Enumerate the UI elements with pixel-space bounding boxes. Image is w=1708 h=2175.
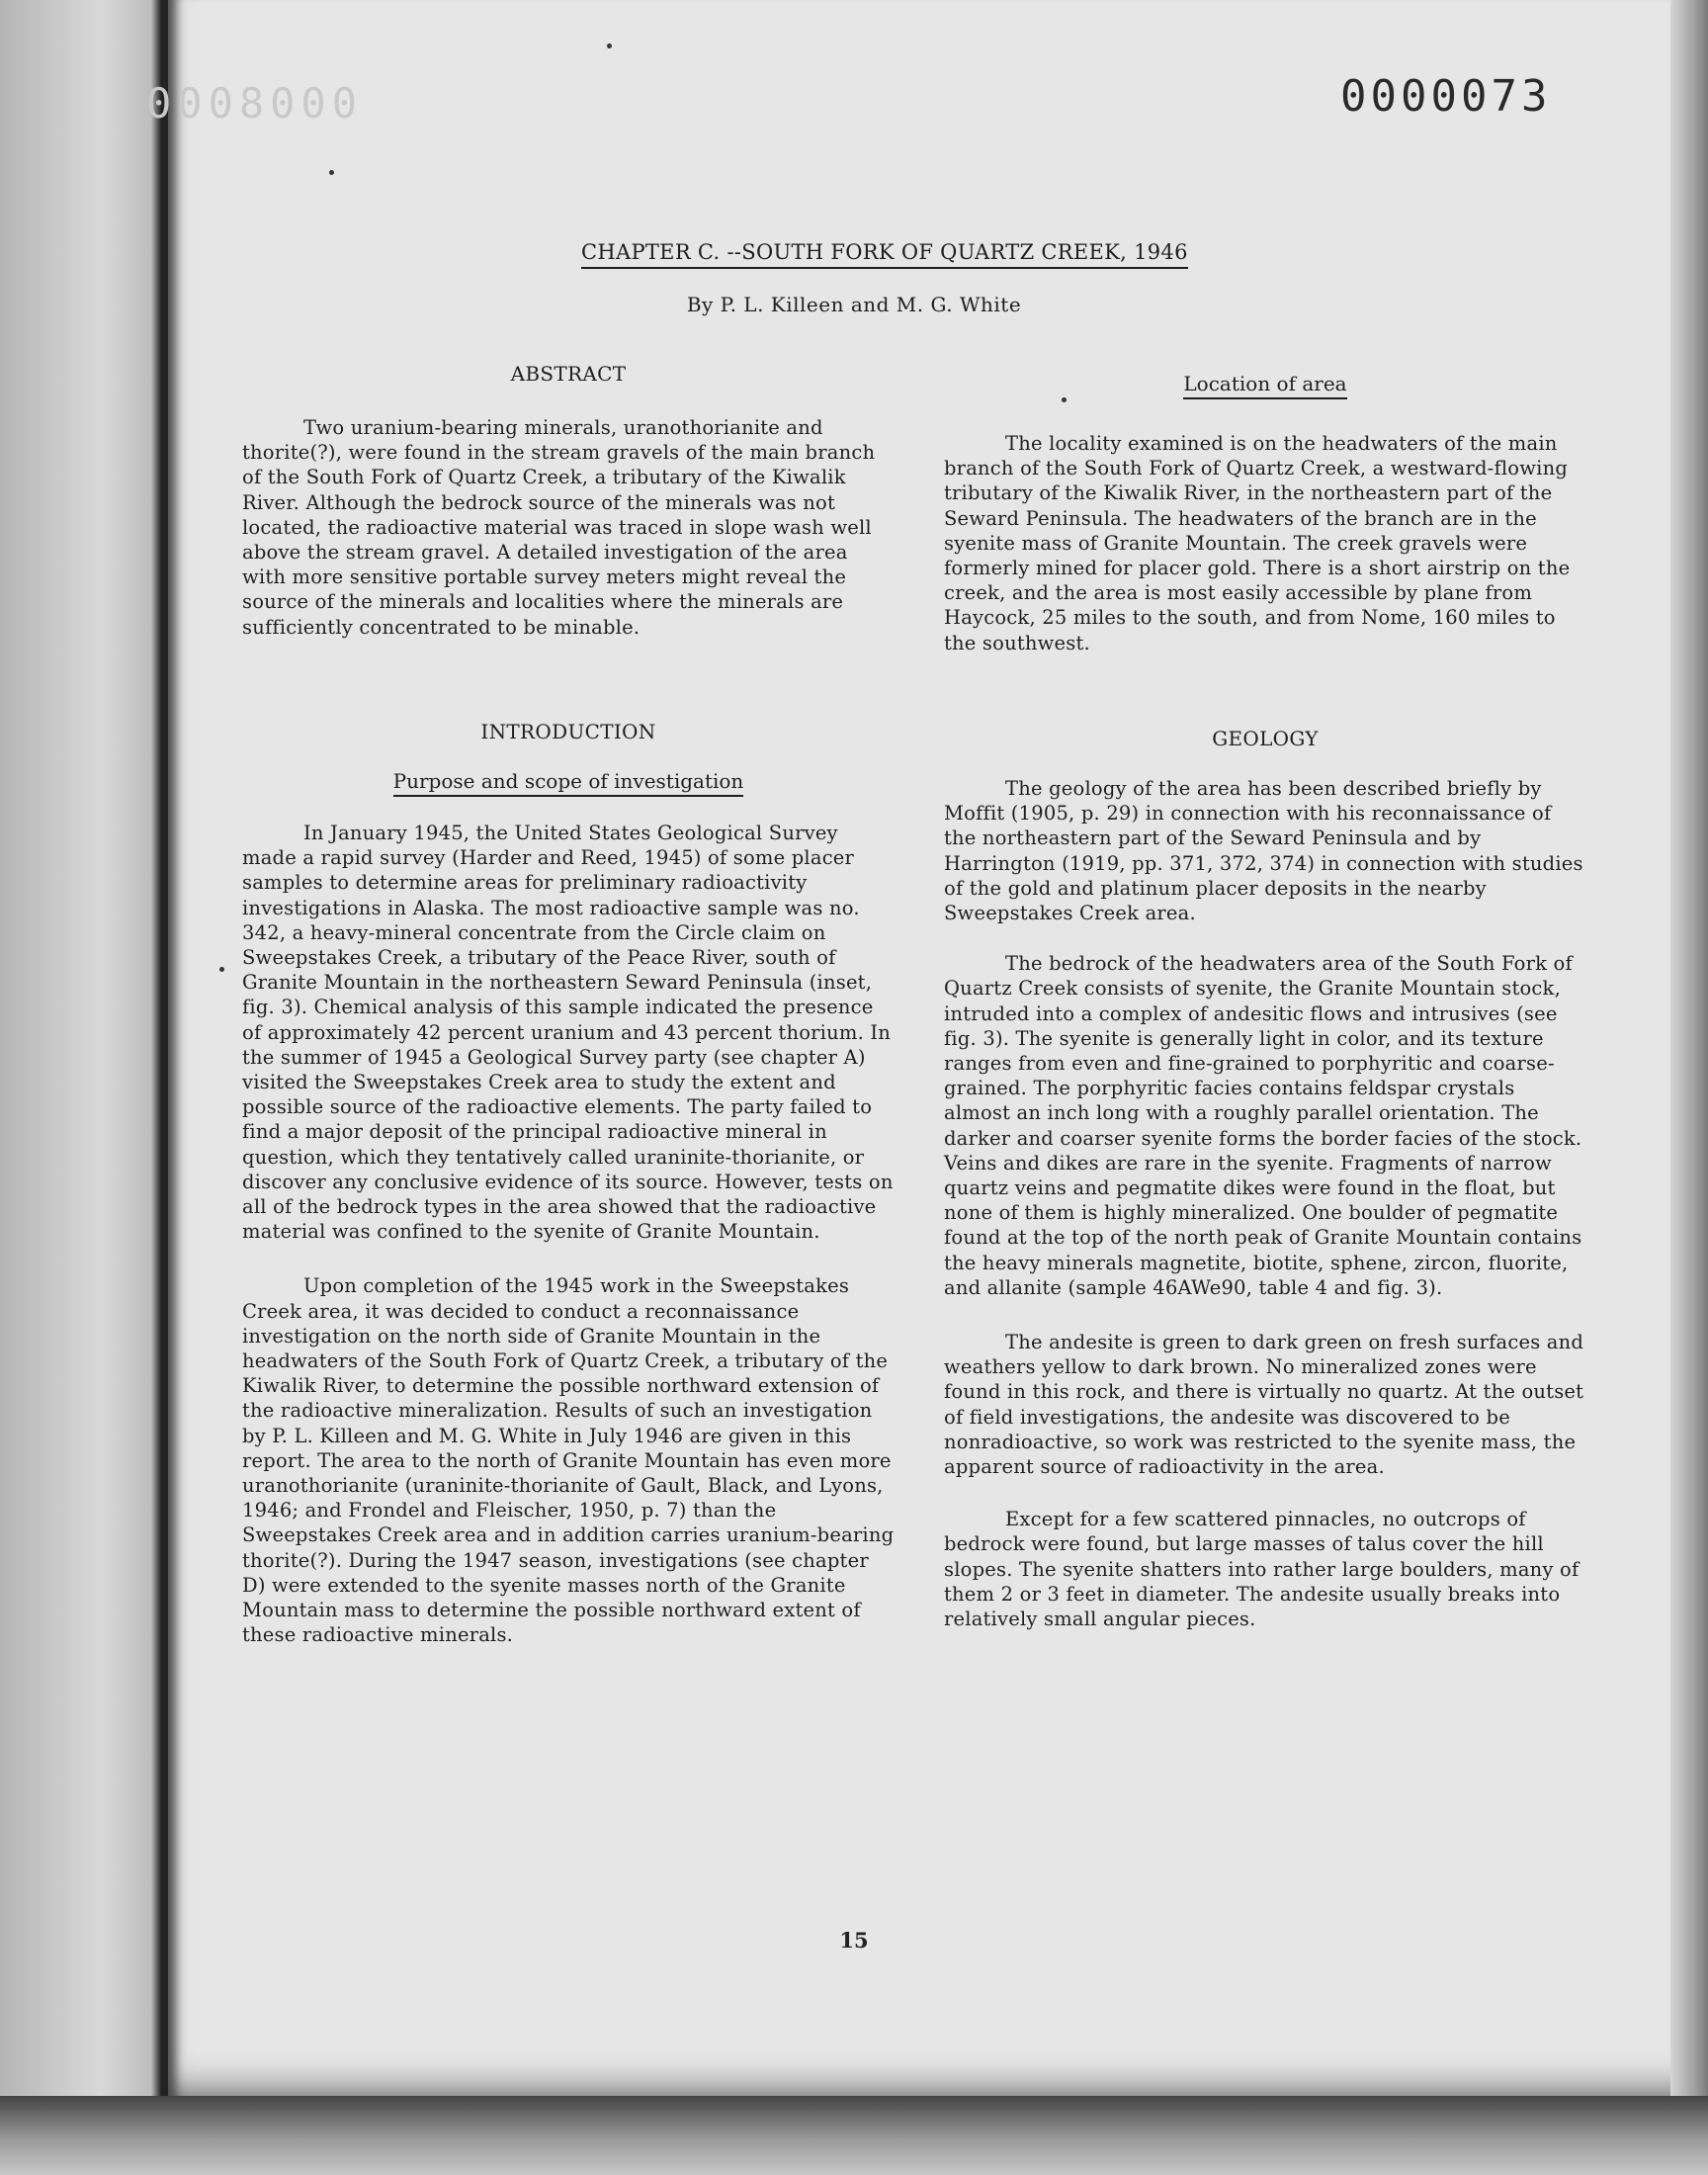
faint-show-through-number: 0008000 bbox=[146, 79, 364, 128]
page-number: 15 bbox=[839, 1928, 869, 1953]
document-number: 0000073 bbox=[1340, 71, 1552, 122]
speck bbox=[329, 170, 334, 175]
geology-paragraph-4: Except for a few scattered pinnacles, no outcrops of bedrock were found, but large masses of talus cover the hill slopes. The syenite shatters into rather large boulders, many of them 2 or 3 feet in diameter. The andesite usually breaks into relatively small angular pieces. bbox=[944, 1508, 1580, 1631]
location-subheading-text: Location of area bbox=[1183, 372, 1346, 399]
chapter-title: CHAPTER C. --SOUTH FORK OF QUARTZ CREEK, 1946 bbox=[581, 240, 1188, 269]
geology-section bbox=[944, 727, 1586, 1631]
page-right-edge bbox=[1670, 0, 1708, 2175]
speck bbox=[219, 967, 224, 972]
authors-line: By P. L. Killeen and M. G. White bbox=[686, 293, 1022, 316]
left-column bbox=[242, 362, 895, 640]
purpose-scope-subheading bbox=[242, 769, 895, 793]
location-section bbox=[944, 372, 1586, 655]
introduction-paragraph-1: In January 1945, the United States Geological Survey made a rapid survey (Harder and Reed, 1945) of some placer samples to determine areas for preliminary radioactivity investigations in Alaska. The most radioactive sample was no. 342, a heavy-mineral concentrate from the Circle claim on Sweepstakes Creek, a tributary of the Peace River, south of Granite Mountain in the northeastern Seward Peninsula (inset, fig. 3). Chemical analysis of this sample indicated the presence of approximately 42 percent uranium and 43 percent thorium. In the summer of 1945 a Geological Survey party (see chapter A) visited the Sweepstakes Creek area to study the extent and possible source of the radioactive elements. The party failed to find a major deposit of the principal radioactive mineral in question, which they tentatively called uraninite-thorianite, or discover any conclusive evidence of its source. However, tests on all of the bedrock types in the area showed that the radioactive material was confined to the syenite of Granite Mountain. bbox=[242, 822, 894, 1244]
introduction-section bbox=[242, 720, 895, 1648]
abstract-text: Two uranium-bearing minerals, uranothorianite and thorite(?), were found in the stream gravels of the main branch of the South Fork of Quartz Creek, a tributary of the Kiwalik River. Although the bedrock source of the minerals was not located, the radioactive material was traced in slope wash well above the stream gravel. A detailed investigation of the area with more sensitive portable survey meters might reveal the source of the minerals and localities where the minerals are sufficiently concentrated to be minable. bbox=[242, 416, 876, 639]
location-text: The locality examined is on the headwaters of the main branch of the South Fork of Quartz Creek, a westward-flowing tributary of the Kiwalik River, in the northeastern part of the Seward Peninsula. The headwaters of the branch are in the syenite mass of Granite Mountain. The creek gravels were formerly mined for placer gold. There is a short airstrip on the creek, and the area is most easily accessible by plane from Haycock, 25 miles to the south, and from Nome, 160 miles to the southwest. bbox=[944, 432, 1571, 654]
introduction-paragraph-2: Upon completion of the 1945 work in the Sweepstakes Creek area, it was decided to conduct a reconnaissance investigation on the north side of Granite Mountain in the headwaters of the South Fork of Quartz Creek, a tributary of the Kiwalik River, to determine the possible northward extension of the radioactive mineralization. Results of such an investigation by P. L. Killeen and M. G. White in July 1946 are given in this report. The area to the north of Granite Mountain has even more uranothorianite (uraninite-thorianite of Gault, Black, and Lyons, 1946; and Frondel and Fleischer, 1950, p. 7) than the Sweepstakes Creek area and in addition carries uranium-bearing thorite(?). During the 1947 season, investigations (see chapter D) were extended to the syenite masses north of the Granite Mountain mass to determine the possible northward extent of these radioactive minerals. bbox=[242, 1274, 895, 1647]
page-bottom-shadow bbox=[0, 2096, 1708, 2175]
geology-paragraph-1: The geology of the area has been described briefly by Moffit (1905, p. 29) in connection with his reconnaissance of the northeastern part of the Seward Peninsula and by Harrington (1919, pp. 371, 372, 374) in connection with studies of the gold and platinum placer deposits in the nearby Sweepstakes Creek area. bbox=[944, 777, 1583, 925]
geology-heading: GEOLOGY bbox=[1212, 727, 1319, 750]
introduction-heading: INTRODUCTION bbox=[480, 720, 656, 743]
geology-paragraph-3: The andesite is green to dark green on fresh surfaces and weathers yellow to dark brown. No mineralized zones were found in this rock, and there is virtually no quartz. At the outset of field investigations, the andesite was discovered to be nonradioactive, so work was restricted to the syenite mass, the apparent source of radioactivity in the area. bbox=[944, 1331, 1584, 1479]
speck bbox=[607, 44, 612, 48]
abstract-heading: ABSTRACT bbox=[510, 362, 627, 386]
purpose-scope-subheading-text: Purpose and scope of investigation bbox=[393, 769, 744, 797]
binding-spine bbox=[0, 0, 168, 2175]
geology-paragraph-2: The bedrock of the headwaters area of the South Fork of Quartz Creek consists of syenite, the Granite Mountain stock, intruded into a complex of andesitic flows and intrusives (see fig. 3). The syenite is generally light in color, and its texture ranges from even and fine-grained to porphyritic and coarse-grained. The porphyritic facies contains feldspar crystals almost an inch long with a roughly parallel orientation. The darker and coarser syenite forms the border facies of the stock. Veins and dikes are rare in the syenite. Fragments of narrow quartz veins and pegmatite dikes were found in the float, but none of them is highly mineralized. One boulder of pegmatite found at the top of the north peak of Granite Mountain contains the heavy minerals magnetite, biotite, sphene, zircon, fluorite, and allanite (sample 46AWe90, table 4 and fig. 3). bbox=[944, 952, 1582, 1299]
location-subheading bbox=[944, 372, 1586, 395]
